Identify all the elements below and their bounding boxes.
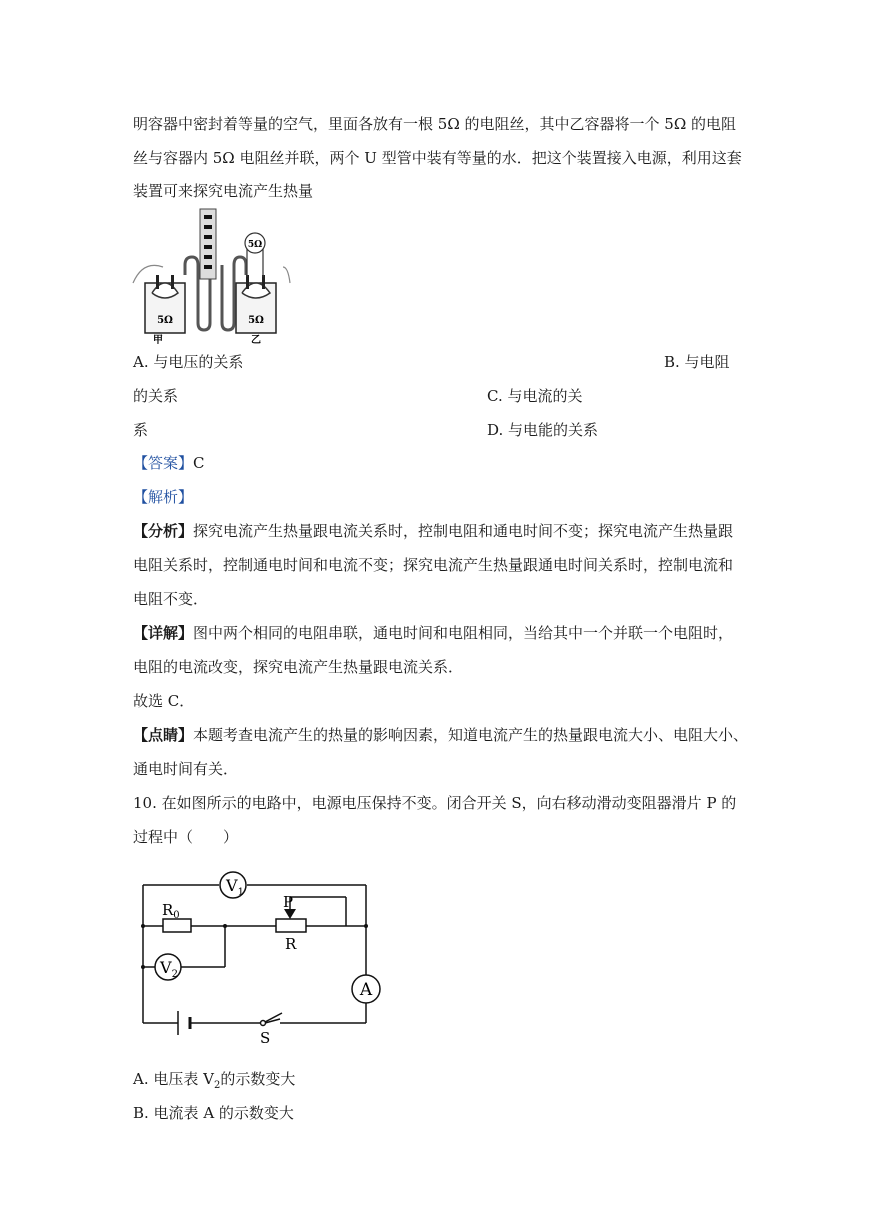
guxuan-line: 故选 C． bbox=[133, 692, 195, 710]
q9-option-c: C. 与电流的关 bbox=[487, 387, 583, 405]
xiangjie-label: 【详解】 bbox=[133, 624, 194, 642]
xiangjie-line-2: 电阻的电流改变，探究电流产生热量跟电流关系． bbox=[133, 658, 464, 676]
slider-p-label: P bbox=[283, 893, 294, 911]
answer-label: 【答案】 bbox=[133, 454, 194, 472]
intro-line-2: 丝与容器内 5Ω 电阻丝并联，两个 U 型管中装有等量的水．把这个装置接入电源，利用这套 bbox=[133, 149, 742, 167]
q9-option-a: A. 与电压的关系 bbox=[133, 353, 244, 371]
answer-line bbox=[133, 453, 205, 473]
switch-s-label: S bbox=[260, 1029, 271, 1047]
v2-meter-label: $V_2$ bbox=[160, 958, 178, 980]
joule-heating-apparatus-figure bbox=[128, 205, 293, 345]
q10-line-1: 10. 在如图所示的电路中，电源电压保持不变。闭合开关 S，向右移动滑动变阻器滑片 P 的 bbox=[133, 794, 737, 812]
intro-line-1: 明容器中密封着等量的空气，里面各放有一根 5Ω 的电阻丝，其中乙容器将一个 5Ω 的电阻 bbox=[133, 115, 737, 133]
dianjing-label: 【点睛】 bbox=[133, 726, 194, 744]
fenxi-line-1 bbox=[133, 521, 733, 541]
top-resistor-label: 5Ω bbox=[247, 240, 263, 250]
dianjing-line-1 bbox=[133, 725, 748, 745]
q10-line-2: 过程中（ ） bbox=[133, 828, 239, 846]
q9-option-b-cont: 的关系 bbox=[133, 387, 179, 405]
q9-option-c-cont: 系 bbox=[133, 421, 149, 439]
r0-label: $R_0$ bbox=[162, 901, 180, 921]
v1-meter-label: $V_1$ bbox=[226, 876, 244, 898]
circuit-diagram bbox=[130, 865, 390, 1055]
q9-option-d: D. 与电能的关系 bbox=[487, 421, 599, 439]
xiangjie-text-1: 图中两个相同的电阻串联，通电时间和电阻相同，当给其中一个并联一个电阻时， bbox=[193, 624, 734, 642]
right-resistor-label: 5Ω bbox=[248, 315, 264, 326]
ammeter-label: A bbox=[359, 980, 373, 1000]
rheostat-r-label: R bbox=[285, 935, 297, 953]
analysis-label: 【解析】 bbox=[133, 488, 194, 506]
dianjing-text-1: 本题考查电流产生的热量的影响因素，知道电流产生的热量跟电流大小、电阻大小、 bbox=[193, 726, 749, 744]
fenxi-text-1: 探究电流产生热量跟电流关系时，控制电阻和通电时间不变；探究电流产生热量跟 bbox=[193, 522, 734, 540]
answer-value: C bbox=[193, 454, 205, 472]
jia-label: 甲 bbox=[153, 335, 163, 345]
q10-option-b: B. 电流表 A 的示数变大 bbox=[133, 1104, 294, 1122]
yi-label: 乙 bbox=[251, 335, 261, 345]
left-resistor-label: 5Ω bbox=[157, 315, 173, 326]
fenxi-line-2: 电阻关系时，控制通电时间和电流不变；探究电流产生热量跟通电时间关系时，控制电流和 bbox=[133, 556, 734, 574]
fenxi-label: 【分析】 bbox=[133, 522, 194, 540]
intro-line-3: 装置可来探究电流产生热量 bbox=[133, 182, 314, 200]
q10-option-a: A. 电压表 $V_2$的示数变大 bbox=[133, 1070, 296, 1091]
q9-option-b: B. 与电阻 bbox=[664, 353, 730, 371]
fenxi-line-3: 电阻不变． bbox=[133, 590, 209, 608]
xiangjie-line-1 bbox=[133, 623, 733, 643]
dianjing-line-2: 通电时间有关． bbox=[133, 760, 239, 778]
